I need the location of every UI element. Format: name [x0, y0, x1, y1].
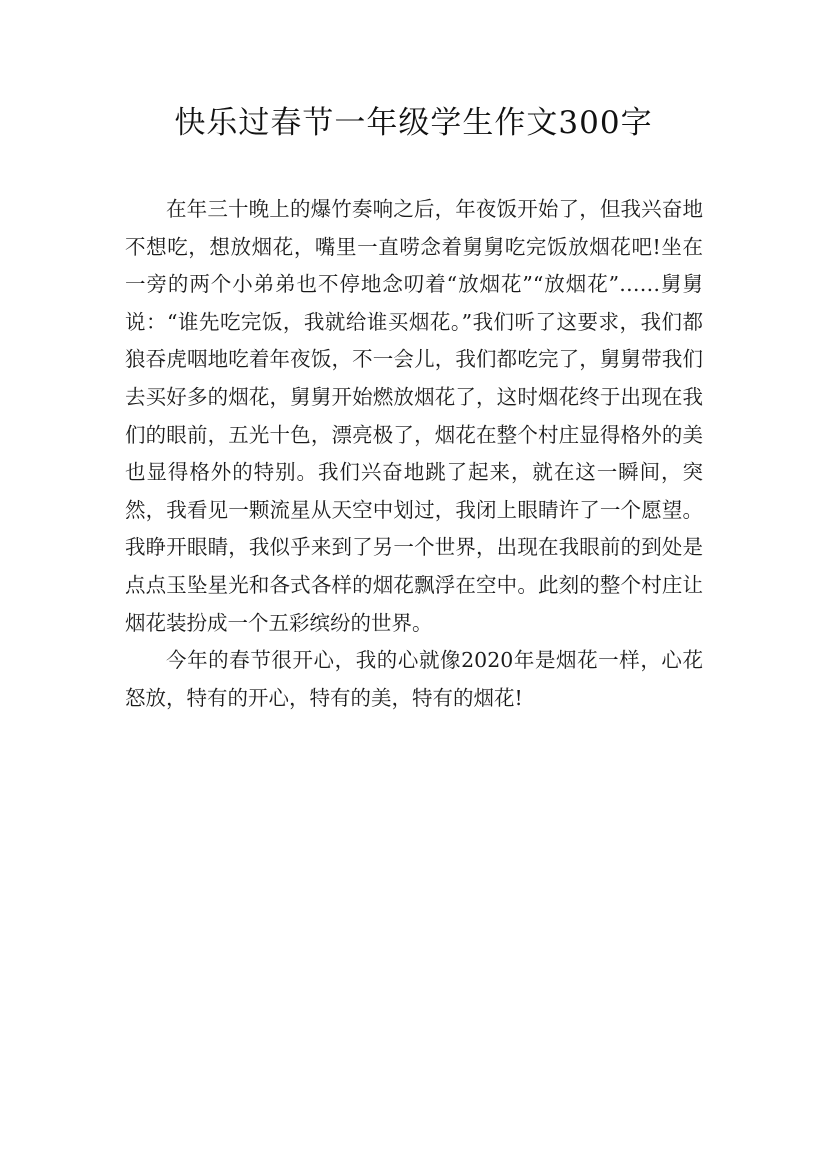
- document-body: [125, 191, 703, 717]
- document-title: 快乐过春节一年级学生作文300字: [174, 105, 653, 141]
- paragraph-2: 今年的春节很开心，我的心就像2020年是烟花一样，心花怒放，特有的开心，特有的美，特有的烟花!: [125, 648, 703, 710]
- paragraph-1: 在年三十晚上的爆竹奏响之后，年夜饭开始了，但我兴奋地不想吃，想放烟花，嘴里一直唠念着舅舅吃完饭放烟花吧!坐在一旁的两个小弟弟也不停地念叨着“放烟花”“放烟花”……舅舅说：“谁先吃完饭，我就给谁买烟花。”我们听了这要求，我们都狼吞虎咽地吃着年夜饭，不一会儿，我们都吃完了，舅舅带我们去买好多的烟花，舅舅开始燃放烟花了，这时烟花终于出现在我们的眼前，五光十色，漂亮极了，烟花在整个村庄显得格外的美也显得格外的特别。我们兴奋地跳了起来，就在这一瞬间，突然，我看见一颗流星从天空中划过，我闭上眼睛许了一个愿望。我睁开眼睛，我似乎来到了另一个世界，出现在我眼前的到处是点点玉坠星光和各式各样的烟花飘浮在空中。此刻的整个村庄让烟花装扮成一个五彩缤纷的世界。: [125, 197, 703, 635]
